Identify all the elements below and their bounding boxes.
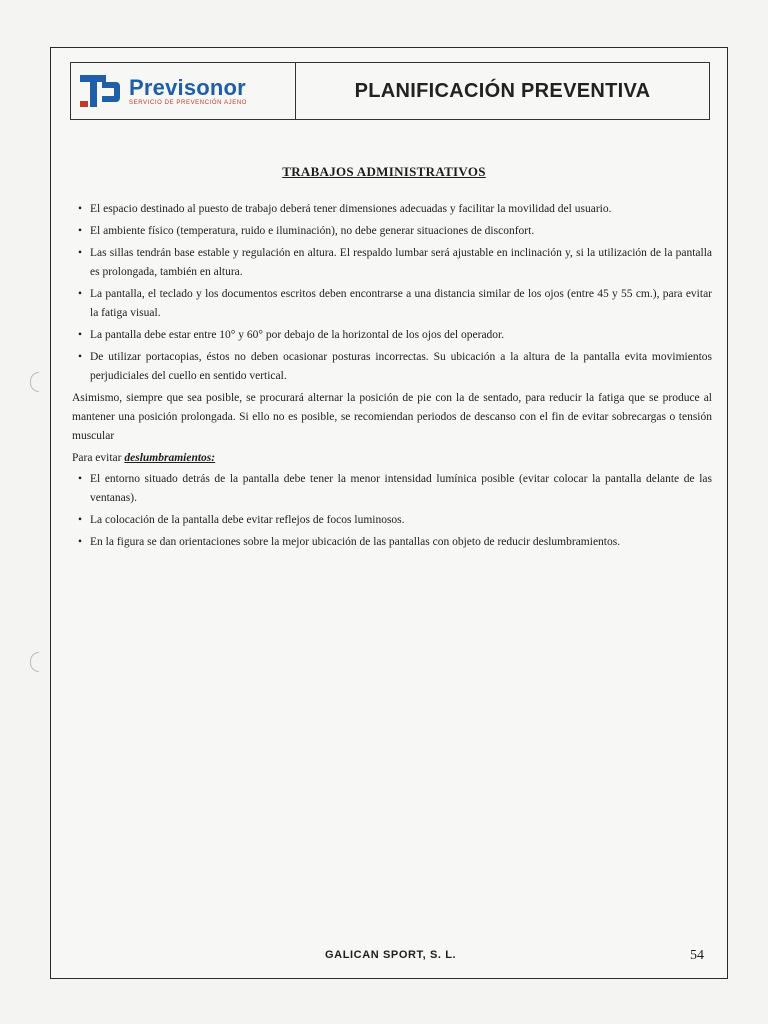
list-item: • La colocación de la pantalla debe evitar reflejos de focos luminosos. bbox=[72, 511, 712, 530]
glare-list bbox=[72, 470, 712, 552]
list-item: • En la figura se dan orientaciones sobre la mejor ubicación de las pantallas con objeto de reducir deslumbramientos. bbox=[72, 533, 712, 552]
document-body bbox=[72, 200, 712, 555]
bullet-icon: • bbox=[78, 473, 83, 485]
bullet-icon: • bbox=[78, 514, 83, 526]
list-item: • El ambiente físico (temperatura, ruido e iluminación), no debe generar situaciones de disconfort. bbox=[72, 222, 712, 241]
glare-heading: Para evitar deslumbramientos: bbox=[72, 452, 216, 464]
document-title: PLANIFICACIÓN PREVENTIVA bbox=[354, 79, 651, 102]
list-item: • La pantalla debe estar entre 10° y 60° por debajo de la horizontal de los ojos del operador. bbox=[72, 326, 712, 345]
list-item: • De utilizar portacopias, éstos no deben ocasionar posturas incorrectas. Su ubicación a la altura de la pantalla evita movimientos perjudiciales del cuello en sentido vertical. bbox=[72, 348, 712, 386]
bullet-icon: • bbox=[78, 247, 83, 259]
section-title: TRABAJOS ADMINISTRATIVOS bbox=[282, 164, 486, 179]
list-item: • Las sillas tendrán base estable y regulación en altura. El respaldo lumbar será ajustable en inclinación y, si la utilización de la pantalla es prolongada, también en altura. bbox=[72, 244, 712, 282]
fatigue-paragraph: Asimismo, siempre que sea posible, se procurará alternar la posición de pie con la de sentado, para reducir la fatiga que se produce al mantener una posición prolongada. Si ello no es posible, se recomiendan periodos de descanso con el fin de evitar sobrecargas o tensión muscular bbox=[72, 392, 712, 442]
bullet-icon: • bbox=[78, 536, 83, 548]
bullet-icon: • bbox=[78, 329, 83, 341]
bullet-icon: • bbox=[78, 203, 83, 215]
bullet-icon: • bbox=[78, 225, 83, 237]
document-header bbox=[70, 62, 710, 120]
binder-hole-mark bbox=[30, 372, 39, 392]
bullet-icon: • bbox=[78, 351, 83, 363]
list-item: • El espacio destinado al puesto de trabajo deberá tener dimensiones adecuadas y facilitar la movilidad del usuario. bbox=[72, 200, 712, 219]
page-number: 54 bbox=[690, 948, 704, 963]
footer-company: GALICAN SPORT, S. L. bbox=[325, 949, 457, 961]
guidelines-list bbox=[72, 200, 712, 386]
binder-hole-mark bbox=[30, 652, 39, 672]
logo-name: Previsonor bbox=[129, 74, 246, 100]
previsonor-logo-icon bbox=[77, 70, 123, 112]
list-item: • La pantalla, el teclado y los documentos escritos deben encontrarse a una distancia similar de los ojos (entre 45 y 55 cm.), para evitar la fatiga visual. bbox=[72, 285, 712, 323]
bullet-icon: • bbox=[78, 288, 83, 300]
logo bbox=[71, 63, 296, 119]
list-item: • El entorno situado detrás de la pantalla debe tener la menor intensidad lumínica posible (evitar colocar la pantalla delante de las ventanas). bbox=[72, 470, 712, 508]
logo-subtitle: SERVICIO DE PREVENCIÓN AJENO bbox=[129, 99, 248, 106]
